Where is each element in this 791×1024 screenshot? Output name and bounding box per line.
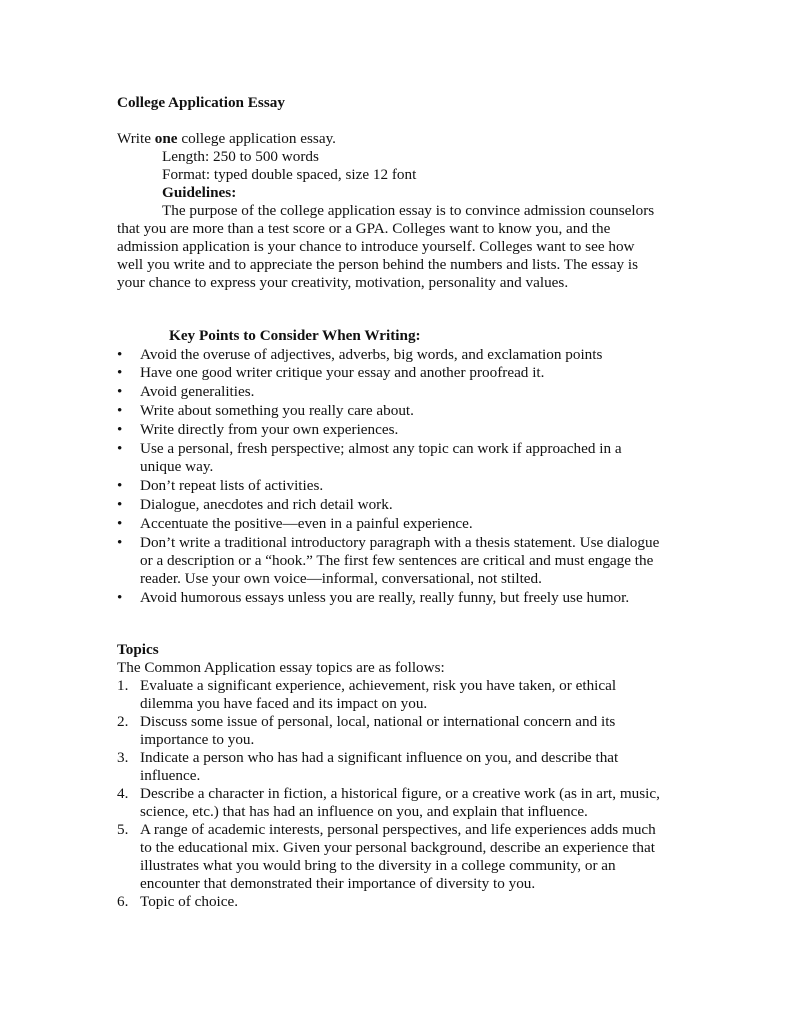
list-item-text: Don’t repeat lists of activities. (140, 477, 324, 494)
topic-number: 6. (117, 893, 129, 910)
list-item-text: reader. Use your own voice—informal, conversational, not stilted. (140, 570, 542, 587)
topics-intro: The Common Application essay topics are as follows: (117, 659, 445, 676)
bullet-icon: • (117, 589, 123, 606)
topic-number: 3. (117, 749, 129, 766)
document-title: College Application Essay (117, 94, 285, 111)
topics-heading: Topics (117, 641, 159, 658)
purpose-line: your chance to express your creativity, motivation, personality and values. (117, 274, 569, 291)
topic-text: illustrates what you would bring to the diversity in a college community, or an (140, 857, 616, 874)
list-item-text: Write directly from your own experiences. (140, 421, 399, 438)
bullet-icon: • (117, 346, 123, 363)
topic-text: Indicate a person who has had a significant influence on you, and describe that (140, 749, 619, 766)
topic-text: Discuss some issue of personal, local, national or international concern and its (140, 713, 616, 730)
list-item-text: Avoid humorous essays unless you are really, really funny, but freely use humor. (140, 589, 630, 606)
write-prefix: Write (117, 130, 155, 147)
topic-text: influence. (140, 767, 201, 784)
guidelines-heading: Guidelines: (162, 184, 237, 201)
key-points-heading: Key Points to Consider When Writing: (169, 327, 421, 344)
list-item-text: Write about something you really care about. (140, 402, 414, 419)
topic-number: 5. (117, 821, 129, 838)
list-item-text: Use a personal, fresh perspective; almost any topic can work if approached in a (140, 440, 622, 457)
bullet-icon: • (117, 477, 123, 494)
topic-text: encounter that demonstrated their importance of diversity to you. (140, 875, 536, 892)
topic-number: 4. (117, 785, 129, 802)
bullet-icon: • (117, 364, 123, 381)
topic-text: Evaluate a significant experience, achievement, risk you have taken, or ethical (140, 677, 617, 694)
topic-text: Describe a character in fiction, a historical figure, or a creative work (as in art, music, (140, 785, 660, 802)
format-requirement: Format: typed double spaced, size 12 font (162, 166, 417, 183)
bullet-icon: • (117, 440, 123, 457)
bullet-icon: • (117, 421, 123, 438)
list-item-text: Have one good writer critique your essay and another proofread it. (140, 364, 545, 381)
length-requirement: Length: 250 to 500 words (162, 148, 319, 165)
list-item-text: Accentuate the positive—even in a painful experience. (140, 515, 473, 532)
purpose-line: admission application is your chance to introduce yourself. Colleges want to see how (117, 238, 635, 255)
write-count: one (154, 130, 178, 147)
topic-text: science, etc.) that has had an influence on you, and explain that influence. (140, 803, 588, 820)
list-item-text: unique way. (140, 458, 214, 475)
list-item-text: Avoid the overuse of adjectives, adverbs, big words, and exclamation points (140, 346, 603, 363)
list-item-text: or a description or a “hook.” The first few sentences are critical and must engage the (140, 552, 654, 569)
list-item-text: Don’t write a traditional introductory paragraph with a thesis statement. Use dialogue (140, 534, 660, 551)
topic-text: A range of academic interests, personal perspectives, and life experiences adds much (140, 821, 656, 838)
list-item-text: Avoid generalities. (140, 383, 255, 400)
bullet-icon: • (117, 496, 123, 513)
bullet-icon: • (117, 515, 123, 532)
purpose-line: well you write and to appreciate the person behind the numbers and lists. The essay is (117, 256, 639, 273)
bullet-icon: • (117, 383, 123, 400)
list-item-text: Dialogue, anecdotes and rich detail work. (140, 496, 393, 513)
topic-text: to the educational mix. Given your personal background, describe an experience that (140, 839, 655, 856)
topic-text: importance to you. (140, 731, 255, 748)
bullet-icon: • (117, 402, 123, 419)
topic-number: 1. (117, 677, 129, 694)
topic-text: dilemma you have faced and its impact on you. (140, 695, 428, 712)
bullet-icon: • (117, 534, 123, 551)
topic-text: Topic of choice. (140, 893, 239, 910)
write-instruction (117, 130, 336, 148)
purpose-line: that you are more than a test score or a GPA. Colleges want to know you, and the (117, 220, 611, 237)
topic-number: 2. (117, 713, 129, 730)
write-suffix: college application essay. (177, 130, 336, 147)
purpose-line: The purpose of the college application essay is to convince admission counselors (162, 202, 655, 219)
